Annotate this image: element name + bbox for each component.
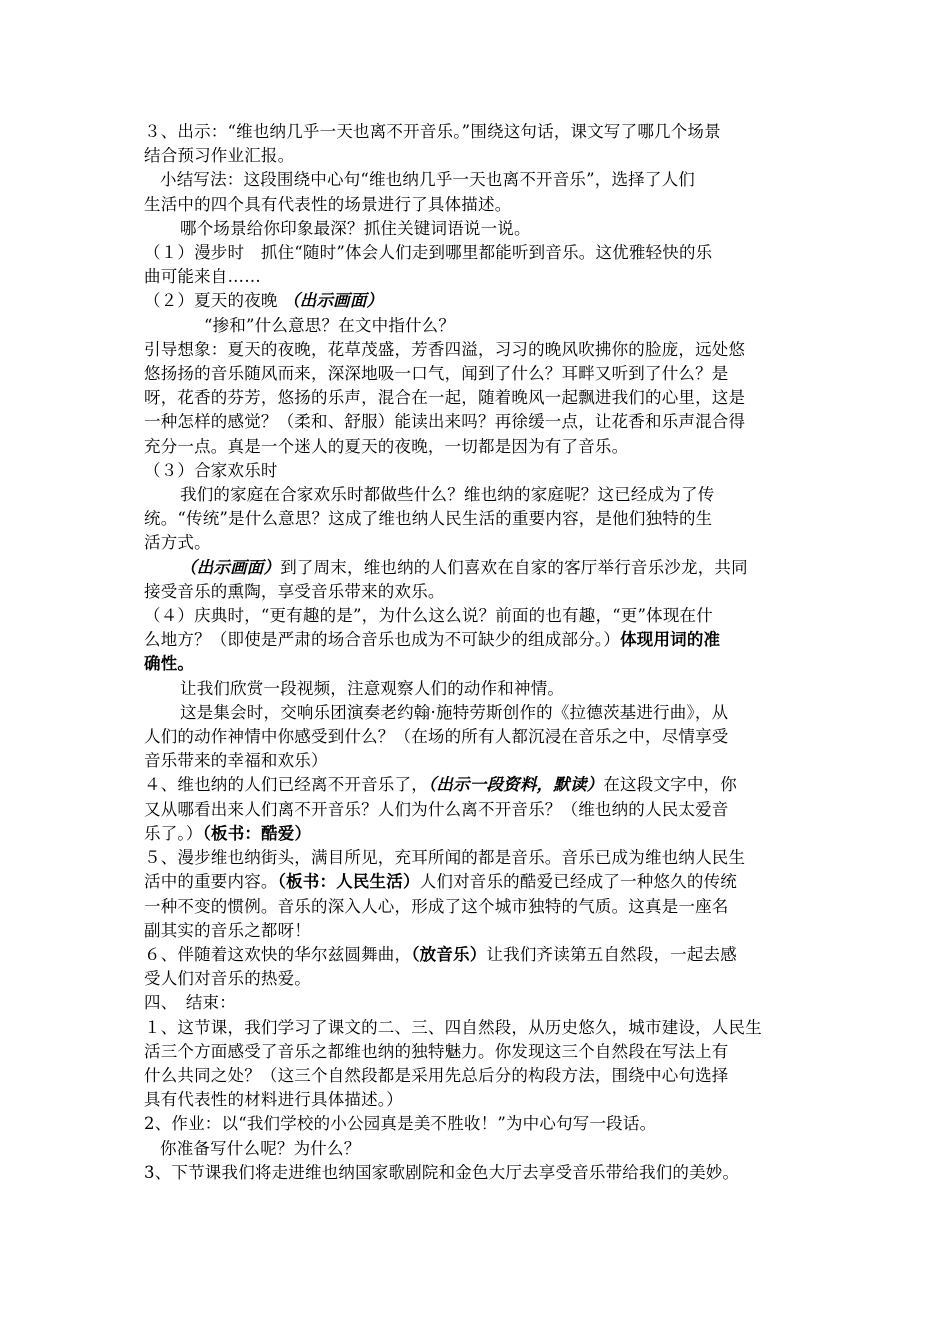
text-line: 我们的家庭在合家欢乐时都做些什么？维也纳的家庭呢？这已经成为了传 [180, 485, 715, 505]
text-line: 3、下节课我们将走进维也纳国家歌剧院和金色大厅去享受音乐带给我们的美妙。 [144, 1162, 740, 1182]
text-line: 你准备写什么呢？为什么？ [160, 1138, 361, 1158]
text-line: 具有代表性的材料进行具体描述。） [144, 1090, 403, 1110]
text-line [144, 289, 824, 313]
text-line: （出示画面）到了周末，维也纳的人们喜欢在自家的客厅举行音乐沙龙，共同 [180, 557, 748, 577]
text-line: 让我们欣赏一段视频，注意观察人们的动作和神情。 [180, 678, 565, 698]
text-line: 一种不变的惯例。音乐的深入人心，形成了这个城市独特的气质。这真是一座名 [144, 896, 729, 916]
text-line: “掺和”什么意思？在文中指什么？ [204, 315, 456, 335]
document-page [144, 120, 824, 1185]
text-line: 这是集会时，交响乐团演奏老约翰·施特劳斯创作的《拉德茨基进行曲》，从 [180, 702, 729, 722]
text-line: 又从哪看出来人们离不开音乐？人们为什么离不开音乐？（维也纳的人民太爱音 [144, 799, 729, 819]
show-picture-note: （出示画面） [283, 291, 384, 311]
text-line: 活方式。 [144, 533, 211, 553]
text-line: 一种怎样的感觉？（柔和、舒服）能读出来吗？再徐缓一点，让花香和乐声混合得 [144, 412, 746, 432]
blackboard-note: （板书：人民生活） [277, 872, 420, 892]
text-line: ３、出示：“维也纳几乎一天也离不开音乐。”围绕这句话，课文写了哪几个场景 [144, 122, 721, 141]
text-line: ５、漫步维也纳街头，满目所见，充耳所闻的都是音乐。音乐已成为维也纳人民生 [144, 848, 746, 868]
text-line: 副其实的音乐之都呀！ [144, 920, 311, 940]
blackboard-note: （板书：酷爱） [202, 823, 312, 843]
text-line: 么地方？（即使是严肃的场合音乐也成为不可缺少的组成部分。）体现用词的准 [144, 630, 721, 650]
text-line: 人们的动作神情中你感受到什么？（在场的所有人都沉浸在音乐之中，尽情享受 [144, 727, 729, 747]
text-line: 统。“传统”是什么意思？这成了维也纳人民生活的重要内容，是他们独特的生 [144, 509, 713, 529]
text-line: ４、维也纳的人们已经离不开音乐了，（出示一段资料，默读）在这段文字中，你 [144, 775, 737, 795]
bold-emphasis: 体现用词的准 [620, 630, 721, 650]
text-line: 2、作业：以“我们学校的小公园真是美不胜收！”为中心句写一段话。 [144, 1114, 657, 1134]
text-line: 呀，花香的芬芳，悠扬的乐声，混合在一起，随着晚风一起飘进我们的心里，这是 [144, 388, 746, 408]
section-heading: （２）夏天的夜晚 [144, 291, 278, 311]
section-heading: 四、 结束： [144, 993, 236, 1013]
text-line: 充分一点。真是一个迷人的夏天的夜晚，一切都是因为有了音乐。 [144, 436, 629, 456]
text-line: １、这节课，我们学习了课文的二、三、四自然段，从历史悠久，城市建设，人民生 [144, 1017, 762, 1037]
text-line: 接受音乐的熏陶，享受音乐带来的欢乐。 [144, 581, 445, 601]
text-line: 结合预习作业汇报。 [144, 146, 295, 166]
text-line: 曲可能来自…… [144, 267, 261, 287]
text-line: 活中的重要内容。（板书：人民生活）人们对音乐的酷爱已经成了一种悠久的传统 [144, 872, 737, 892]
text-line: 什么共同之处？（这三个自然段都是采用先总后分的构段方法，围绕中心句选择 [144, 1065, 729, 1085]
text-line: 悠扬扬的音乐随风而来，深深地吸一口气，闻到了什么？耳畔又听到了什么？是 [144, 364, 729, 384]
text-line: 小结写法：这段围绕中心句“维也纳几乎一天也离不开音乐”，选择了人们 [160, 170, 695, 190]
text-line: （４）庆典时，“更有趣的是”，为什么这么说？前面的也有趣，“更”体现在什 [144, 606, 713, 626]
show-material-note: （出示一段资料，默读） [427, 775, 604, 795]
text-line: 音乐带来的幸福和欢乐） [144, 751, 328, 771]
section-heading: （３）合家欢乐时 [144, 460, 278, 480]
text-line: 引导想象：夏天的夜晚，花草茂盛，芳香四溢，习习的晚风吹拂你的脸庞，远处悠 [144, 339, 746, 359]
text-line: 受人们对音乐的热爱。 [144, 969, 311, 989]
play-music-note: （放音乐） [411, 944, 487, 964]
text-line: 哪个场景给你印象最深？抓住关键词语说一说。 [180, 218, 531, 238]
text-line: 活三个方面感受了音乐之都维也纳的独特魅力。你发现这三个自然段在写法上有 [144, 1041, 729, 1061]
bold-emphasis: 确性。 [144, 654, 195, 674]
text-line: 生活中的四个具有代表性的场景进行了具体描述。 [144, 194, 512, 214]
text-line: ６、伴随着这欢快的华尔兹圆舞曲，（放音乐）让我们齐读第五自然段，一起去感 [144, 944, 737, 964]
text-line: （１）漫步时 抓住“随时”体会人们走到哪里都能听到音乐。这优雅轻快的乐 [144, 243, 713, 263]
text-line: 乐了。）（板书：酷爱） [144, 823, 312, 843]
show-picture-note: （出示画面） [180, 557, 281, 577]
